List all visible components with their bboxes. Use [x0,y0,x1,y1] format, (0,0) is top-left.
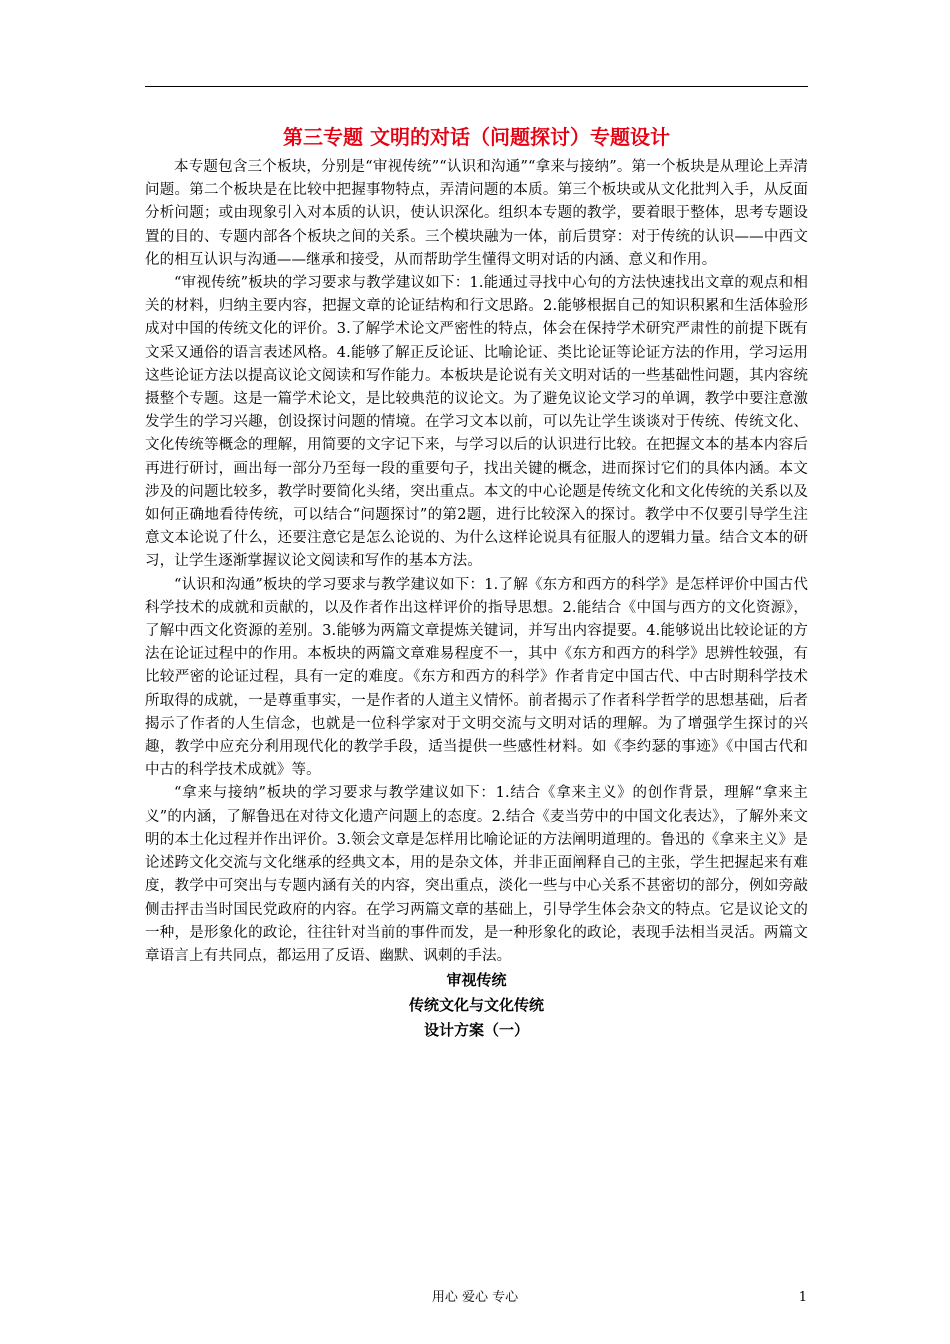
document-title: 第三专题 文明的对话（问题探讨）专题设计 [283,125,670,149]
section-take-and-accept-paragraph: “拿来与接纳”板块的学习要求与教学建议如下：1.结合《拿来主义》的创作背景，理解“拿来主义”的内涵，了解鲁迅在对待文化遗产问题上的态度。2.结合《麦当劳中的中国文化表达》，了解外来文明的本土化过程并作出评价。3.领会文章是怎样用比喻论证的方法阐明道理的。鲁迅的《拿来主义》是论述跨文化交流与文化继承的经典文本，用的是杂文体，并非正面阐释自己的主张，学生把握起来有难度，教学中可突出与专题内涵有关的内容，突出重点，淡化一些与中心关系不甚密切的部分，例如旁敲侧击抨击当时国民党政府的内容。在学习两篇文章的基础上，引导学生体会杂文的特点。它是议论文的一种，是形象化的政论，往往针对当前的事件而发，是一种形象化的政论，表现手法相当灵活。两篇文章语言上有共同点，都运用了反语、幽默、讽刺的手法。 [145,785,808,964]
plan-label: 设计方案（一） [423,1021,529,1040]
document-body [145,122,808,1043]
footer-motto: 用心 爱心 专心 [431,1290,519,1305]
section-understanding-paragraph: “认识和沟通”板块的学习要求与教学建议如下：1.了解《东方和西方的科学》是怎样评价中国古代科学技术的成就和贡献的，以及作者作出这样评价的指导思想。2.能结合《中国与西方的文化资源》，了解中西文化资源的差别。3.能够为两篇文章提炼关键词，并写出内容提要。4.能够说出比较论证的方法在论证过程中的作用。本板块的两篇文章难易程度不一，其中《东方和西方的科学》思辨性较强，有比较严密的论证过程，具有一定的难度。《东方和西方的科学》作者肯定中国古代、中古时期科学技术所取得的成就，一是尊重事实，一是作者的人道主义情怀。前者揭示了作者科学哲学的思想基础，后者揭示了作者的人生信念，也就是一位科学家对于文明交流与文明对话的理解。为了增强学生探讨的兴趣，教学中应充分利用现代化的教学手段，适当提供一些感性材料。如《李约瑟的事迹》《中国古代和中古的科学技术成就》等。 [145,576,808,779]
section-review-tradition-paragraph: “审视传统”板块的学习要求与教学建议如下：1.能通过寻找中心句的方法快速找出文章的观点和相关的材料，归纳主要内容，把握文章的论证结构和行文思路。2.能够根据自己的知识积累和生活体验形成对中国的传统文化的评价。3.了解学术论文严密性的特点，体会在保持学术研究严肃性的前提下既有文采又通俗的语言表述风格。4.能够了解正反论证、比喻论证、类比论证等论证方法的作用，学习运用这些论证方法以提高议论文阅读和写作能力。本板块是论说有关文明对话的一些基础性问题，其内容统摄整个专题。这是一篇学术论文，是比较典范的议论文。为了避免议论文学习的单调，教学中要注意激发学生的学习兴趣，创设探讨问题的情境。在学习文本以前，可以先让学生谈谈对于传统、传统文化、文化传统等概念的理解，用简要的文字记下来，与学习以后的认识进行比较。在把握文本的基本内容后再进行研讨，画出每一部分乃至每一段的重要句子，找出关键的概念，进而探讨它们的具体内涵。本文涉及的问题比较多，教学时要简化头绪，突出重点。本文的中心论题是传统文化和文化传统的关系以及如何正确地看待传统，可以结合“问题探讨”的第2题，进行比较深入的探讨。教学中不仅要引导学生注意文本论说了什么，还要注意它是怎么论说的、为什么这样论说具有征服人的逻辑力量。结合文本的研习，让学生逐渐掌握议论文阅读和写作的基本方法。 [145,275,808,570]
section-heading: 审视传统 [446,971,507,990]
header-rule [145,86,808,87]
lesson-title: 传统文化与文化传统 [408,996,544,1015]
page-number: 1 [798,1290,807,1305]
intro-paragraph: 本专题包含三个板块，分别是“审视传统”“认识和沟通”“拿来与接纳”。第一个板块是从理论上弄清问题。第二个板块是在比较中把握事物特点，弄清问题的本质。第三个板块或从文化批判入手，从反面分析问题；或由现象引入对本质的认识，使认识深化。组织本专题的教学，要着眼于整体，思考专题设置的目的、专题内部各个板块之间的关系。三个模块融为一体，前后贯穿：对于传统的认识——中西文化的相互认识与沟通——继承和接受，从而帮助学生懂得文明对话的内涵、意义和作用。 [145,159,808,268]
